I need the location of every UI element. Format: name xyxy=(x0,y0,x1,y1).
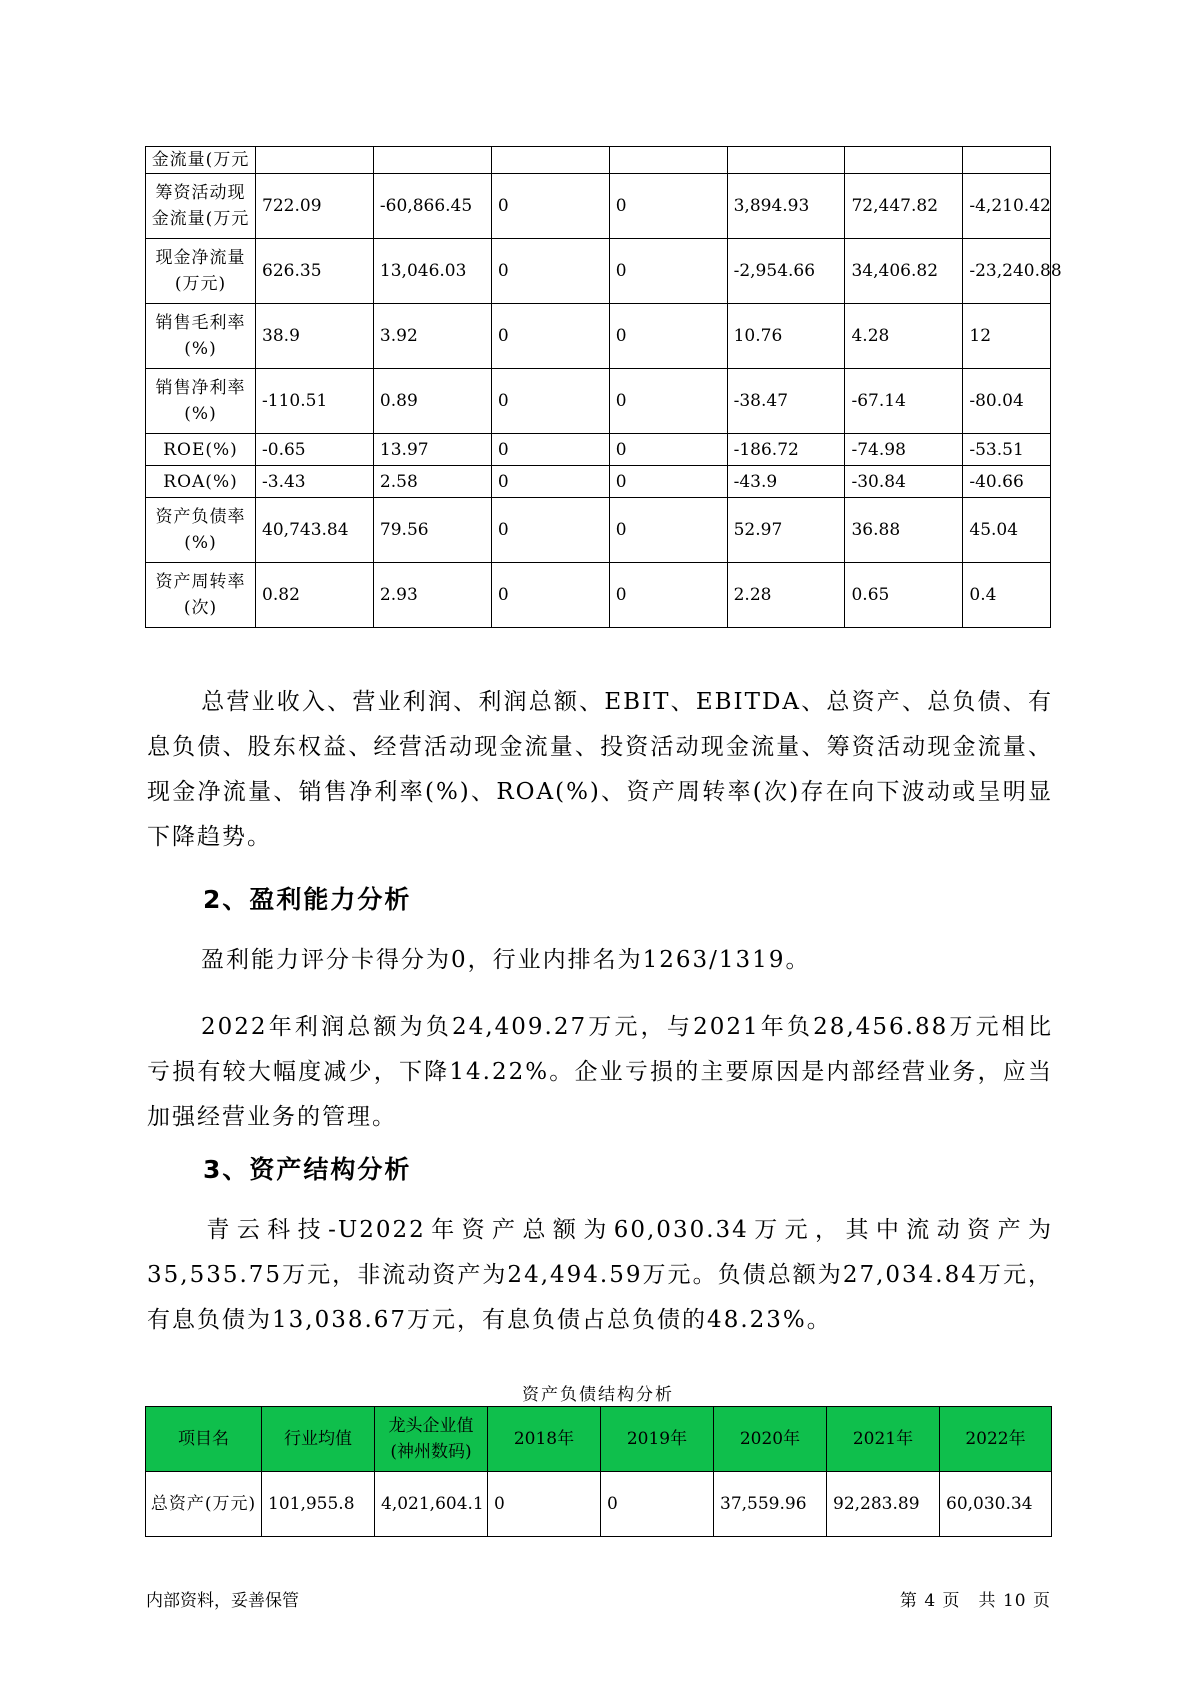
table-cell: 0.89 xyxy=(373,369,491,434)
table-cell xyxy=(373,147,491,174)
row-label: 现金净流量(万元) xyxy=(146,239,256,304)
table-cell: -4,210.42 xyxy=(963,174,1051,239)
footer-confidential-note: 内部资料，妥善保管 xyxy=(146,1591,299,1611)
table-row xyxy=(146,434,1051,466)
section-heading-profitability: 2、盈利能力分析 xyxy=(203,885,412,914)
table-cell: 101,955.8 xyxy=(262,1472,375,1537)
table-cell: 37,559.96 xyxy=(714,1472,827,1537)
table-row xyxy=(146,304,1051,369)
table-cell: 2.93 xyxy=(373,563,491,628)
paragraph-text: 盈利能力评分卡得分为0，行业内排名为1263/1319。 xyxy=(201,947,811,973)
trend-summary-paragraph xyxy=(147,680,1053,860)
paragraph-text: 总营业收入、营业利润、利润总额、EBIT、EBITDA、总资产、总负债、有息负债、股东权益、经营活动现金流量、投资活动现金流量、筹资活动现金流量、现金净流量、销售净利率(%)、ROA(%)、资产周转率(次)存在向下波动或呈明显下降趋势。 xyxy=(147,689,1053,850)
profit-analysis-paragraph xyxy=(147,1005,1053,1140)
table-cell: -2,954.66 xyxy=(727,239,845,304)
table-cell: 0 xyxy=(491,563,609,628)
table-cell: 0.82 xyxy=(256,563,374,628)
table-cell: 2.28 xyxy=(727,563,845,628)
table-cell xyxy=(727,147,845,174)
table-cell: -0.65 xyxy=(256,434,374,466)
table-row xyxy=(146,239,1051,304)
table-cell: 0 xyxy=(601,1472,714,1537)
table-cell: -38.47 xyxy=(727,369,845,434)
table-cell: 0 xyxy=(488,1472,601,1537)
table-cell: 722.09 xyxy=(256,174,374,239)
asset-structure-paragraph xyxy=(147,1208,1053,1343)
table-row xyxy=(146,147,1051,174)
table-cell: 0 xyxy=(491,174,609,239)
table-cell: 0 xyxy=(609,174,727,239)
row-label: ROE(%) xyxy=(146,434,256,466)
table-row xyxy=(146,1472,1052,1537)
column-header: 项目名 xyxy=(146,1407,262,1472)
table-cell: -186.72 xyxy=(727,434,845,466)
table-cell: 0 xyxy=(491,369,609,434)
table-cell: -43.9 xyxy=(727,466,845,498)
column-header: 2020年 xyxy=(714,1407,827,1472)
table-cell: 0 xyxy=(609,498,727,563)
table-cell: 3.92 xyxy=(373,304,491,369)
table-row xyxy=(146,369,1051,434)
row-label: 金流量(万元 xyxy=(146,147,256,174)
table-row xyxy=(146,498,1051,563)
table-cell xyxy=(963,147,1051,174)
table-cell: 38.9 xyxy=(256,304,374,369)
table-cell: 0 xyxy=(609,563,727,628)
table-cell: 0 xyxy=(609,304,727,369)
table-cell: 79.56 xyxy=(373,498,491,563)
table-caption: 资产负债结构分析 xyxy=(522,1385,674,1405)
financial-ratios-table xyxy=(145,146,1062,628)
table-cell: -3.43 xyxy=(256,466,374,498)
table-row xyxy=(146,563,1051,628)
table-cell: 36.88 xyxy=(845,498,963,563)
table-cell: 12 xyxy=(963,304,1051,369)
column-header: 2021年 xyxy=(827,1407,940,1472)
table-cell: 3,894.93 xyxy=(727,174,845,239)
table-cell: 0 xyxy=(491,434,609,466)
table-cell: 0 xyxy=(491,466,609,498)
paragraph-text: 青云科技-U2022年资产总额为60,030.34万元，其中流动资产为35,535.75万元，非流动资产为24,494.59万元。负债总额为27,034.84万元，有息负债为13,038.67万元，有息负债占总负债的48.23%。 xyxy=(147,1217,1053,1333)
table-cell: -23,240.88 xyxy=(963,239,1051,304)
table-cell: -60,866.45 xyxy=(373,174,491,239)
row-label: 销售毛利率(%) xyxy=(146,304,256,369)
table-cell: -40.66 xyxy=(963,466,1051,498)
table-cell: -80.04 xyxy=(963,369,1051,434)
row-label: 资产周转率(次) xyxy=(146,563,256,628)
table-cell: 13.97 xyxy=(373,434,491,466)
column-header: 2019年 xyxy=(601,1407,714,1472)
column-header: 2022年 xyxy=(940,1407,1052,1472)
column-header: 2018年 xyxy=(488,1407,601,1472)
column-header: 龙头企业值(神州数码) xyxy=(375,1407,488,1472)
table-cell: 4.28 xyxy=(845,304,963,369)
table-cell xyxy=(609,147,727,174)
table-cell xyxy=(256,147,374,174)
table-cell: 0 xyxy=(609,369,727,434)
table-cell xyxy=(491,147,609,174)
table-cell: -53.51 xyxy=(963,434,1051,466)
table-cell: 4,021,604.1 xyxy=(375,1472,488,1537)
table-cell: 34,406.82 xyxy=(845,239,963,304)
row-label: 筹资活动现金流量(万元 xyxy=(146,174,256,239)
table-cell: 13,046.03 xyxy=(373,239,491,304)
table-cell: 0 xyxy=(609,434,727,466)
table-cell: 40,743.84 xyxy=(256,498,374,563)
table-cell: -110.51 xyxy=(256,369,374,434)
table-cell: 0 xyxy=(491,239,609,304)
row-label: 总资产(万元) xyxy=(146,1472,262,1537)
table-cell xyxy=(845,147,963,174)
column-header: 行业均值 xyxy=(262,1407,375,1472)
table-cell: 626.35 xyxy=(256,239,374,304)
table-cell: 72,447.82 xyxy=(845,174,963,239)
table-cell: -74.98 xyxy=(845,434,963,466)
table-header-row xyxy=(146,1407,1052,1472)
table-cell: 0 xyxy=(609,466,727,498)
table-cell: 52.97 xyxy=(727,498,845,563)
profitability-score-paragraph xyxy=(147,938,1053,983)
section-heading-asset-structure: 3、资产结构分析 xyxy=(203,1155,412,1184)
table-cell: 2.58 xyxy=(373,466,491,498)
table-cell: 0 xyxy=(609,239,727,304)
table-cell: 92,283.89 xyxy=(827,1472,940,1537)
table-cell: -30.84 xyxy=(845,466,963,498)
paragraph-text: 2022年利润总额为负24,409.27万元，与2021年负28,456.88万元相比亏损有较大幅度减少，下降14.22%。企业亏损的主要原因是内部经营业务，应当加强经营业务的管理。 xyxy=(147,1014,1053,1130)
row-label: 销售净利率(%) xyxy=(146,369,256,434)
table-cell: -67.14 xyxy=(845,369,963,434)
table-cell: 0.65 xyxy=(845,563,963,628)
table-cell: 0.4 xyxy=(963,563,1051,628)
table-cell: 0 xyxy=(491,304,609,369)
row-label: ROA(%) xyxy=(146,466,256,498)
table-cell: 45.04 xyxy=(963,498,1051,563)
table-row xyxy=(146,466,1051,498)
footer-page-number: 第 4 页 共 10 页 xyxy=(899,1591,1051,1611)
table-row xyxy=(146,174,1051,239)
table-cell: 60,030.34 xyxy=(940,1472,1052,1537)
row-label: 资产负债率(%) xyxy=(146,498,256,563)
table-cell: 10.76 xyxy=(727,304,845,369)
balance-sheet-structure-table xyxy=(145,1406,1052,1537)
table-cell: 0 xyxy=(491,498,609,563)
